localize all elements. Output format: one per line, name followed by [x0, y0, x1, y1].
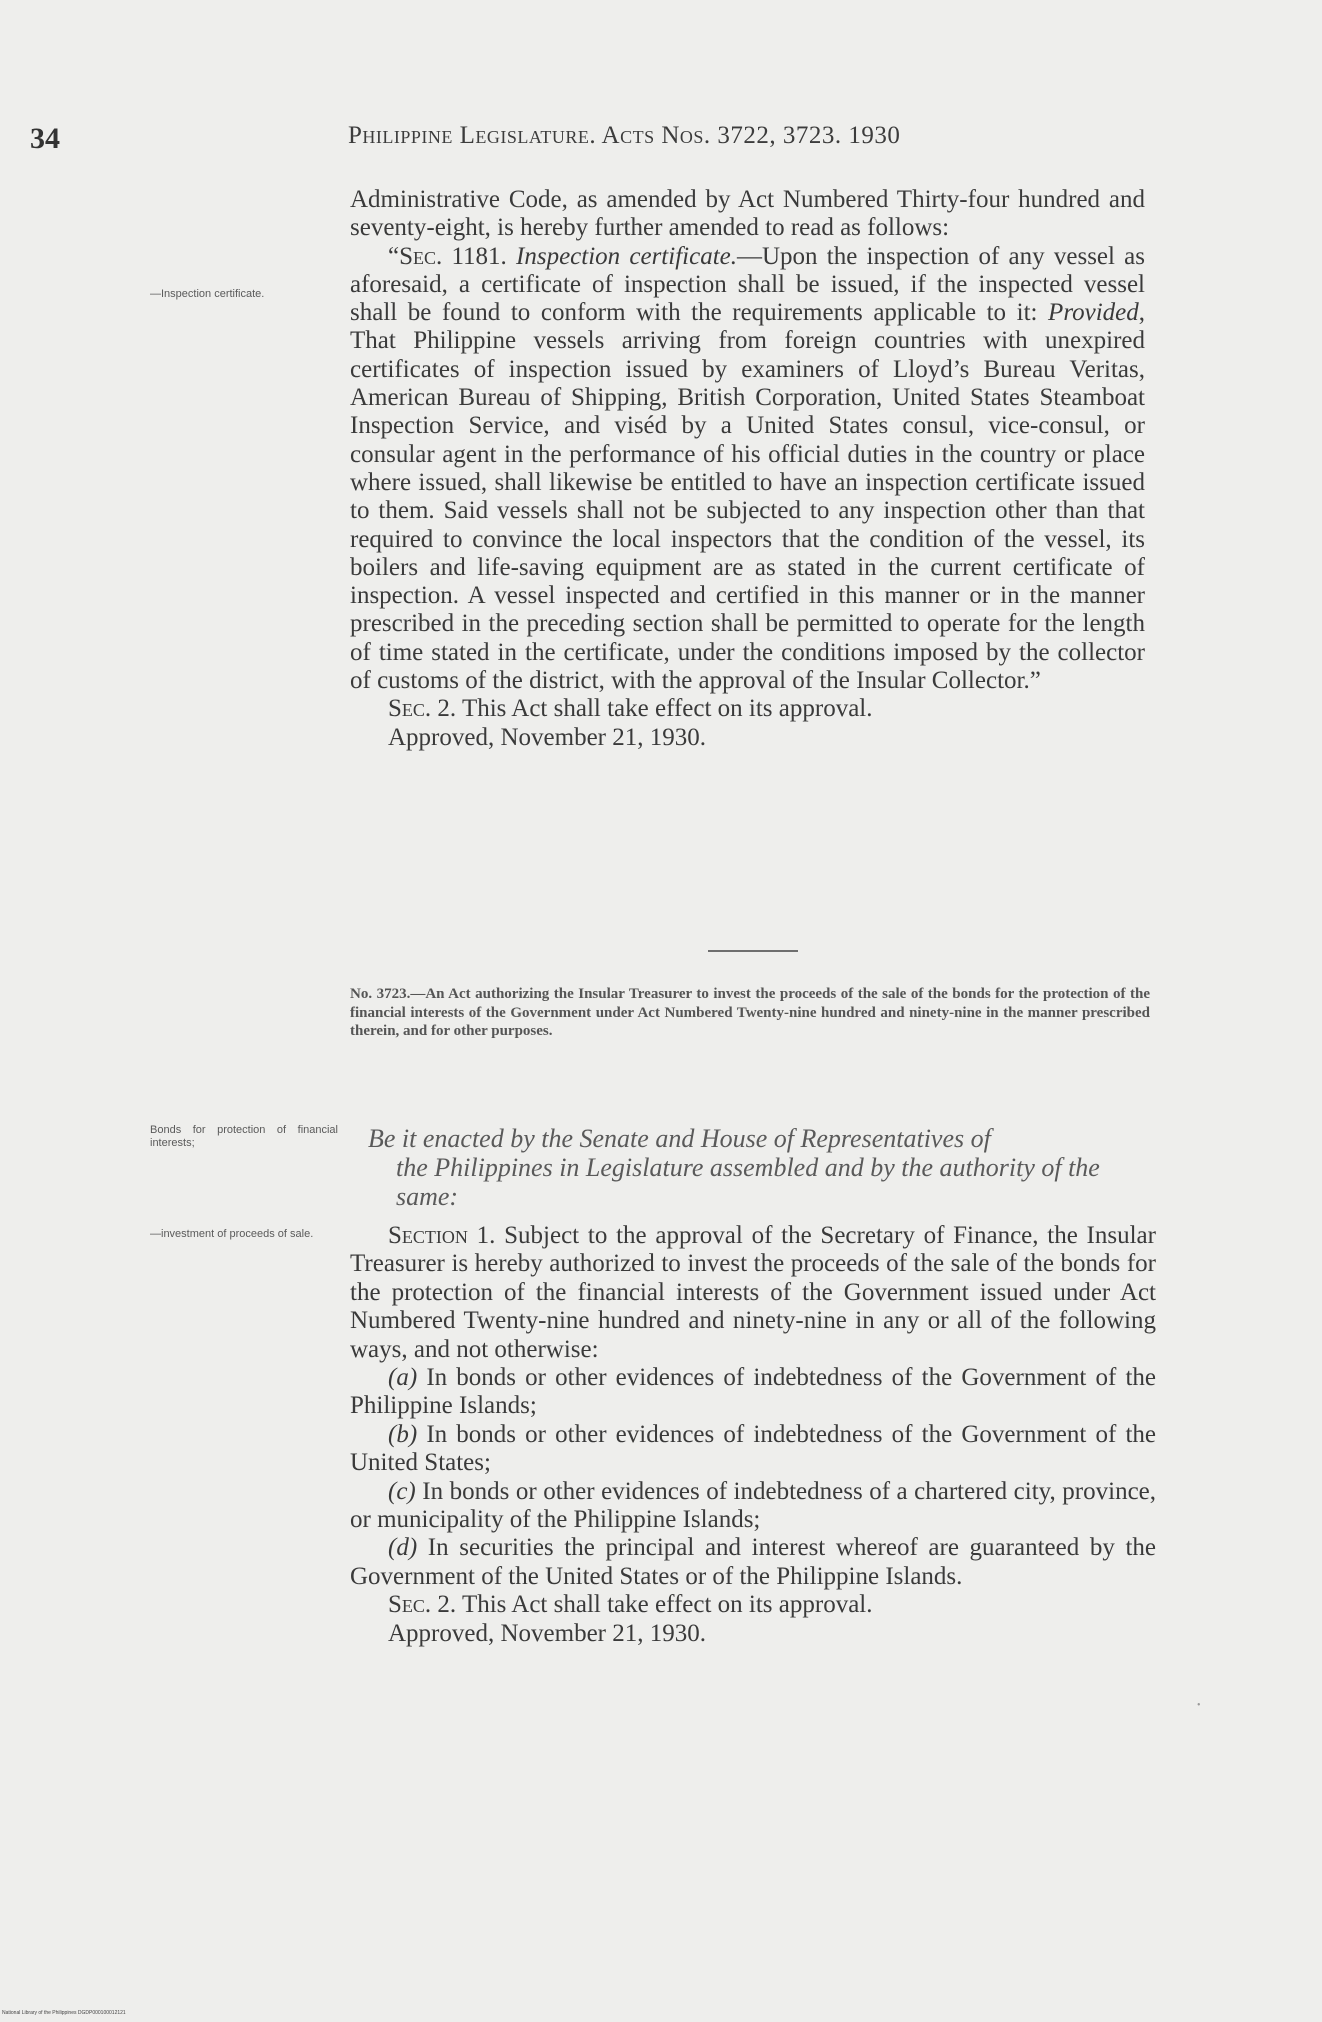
clause-c: [350, 1478, 1156, 1535]
running-head-text: Philippine Legislature. Acts Nos. 3722, 3723. 1930: [348, 122, 901, 149]
enacting-line-1: Be it enacted by the Senate and House of Representatives of: [368, 1124, 991, 1153]
page-number: 34: [30, 122, 60, 155]
clause-b-label: (b): [388, 1420, 418, 1448]
enacting-line-2: the Philippines in Legislature assembled and by the authority of the same:: [396, 1153, 1100, 1211]
act-3723-sec-2: [350, 1591, 1156, 1619]
act-3722-body: [350, 186, 1145, 752]
sec-1181-paragraph: [350, 243, 1145, 696]
enacting-clause: [368, 1124, 1153, 1211]
clause-b-text: In bonds or other evidences of indebtedness of the Government of the United States;: [350, 1420, 1156, 1477]
act-3722-sec-2: [350, 695, 1145, 723]
act-3723-sec-2-text: This Act shall take effect on its approval.: [461, 1591, 873, 1619]
margin-note-investment-of-proceeds: —investment of proceeds of sale.: [150, 1228, 314, 1240]
act-3722-sec-2-label: Sec. 2.: [388, 695, 457, 723]
clause-c-text: In bonds or other evidences of indebtedness of a chartered city, province, or municipality of the Philippine Islands;: [350, 1477, 1157, 1534]
act-3723-approved: Approved, November 21, 1930.: [388, 1619, 706, 1647]
clause-a-label: (a): [388, 1364, 418, 1392]
section-1-text: Subject to the approval of the Secretary of Finance, the Insular Treasurer is hereby authorized to invest the proceeds of the sale of the bonds for the protection of the financial interests of the Government issued under Act Numbered Twenty-nine hundred and ninety-nine in any or all of the following ways, and not otherwise:: [350, 1222, 1156, 1363]
stray-mark: •: [1197, 1700, 1201, 1711]
clause-d-text: In securities the principal and interest whereof are guaranteed by the Government of the United States or of the Philippine Islands.: [350, 1534, 1156, 1590]
act-3722-intro: Administrative Code, as amended by Act Numbered Thirty-four hundred and seventy-eight, is hereby further amended to read as follows:: [350, 186, 1145, 242]
sec-1181-text-2: , That Philippine vessels arriving from foreign countries with unexpired certificates of inspection issued by examiners of Lloyd’s Bureau Veritas, American Bureau of Shipping, British Corporation, United States Steamboat Inspection Service, and viséd by a United States consul, vice-consul, or consular agent in the performance of his official duties in the country or place where issued, shall likewise be entitled to have an inspection certificate issued to them. Said vessels shall not be subjected to any inspection other than that required to convince the local inspectors that the condition of the vessel, its boilers and life-saving equipment are as stated in the current certificate of inspection. A vessel inspected and certified in this manner or in the manner prescribed in the preceding section shall be permitted to operate for the length of time stated in the certificate, under the conditions imposed by the collector of customs of the district, with the approval of the Insular Collector.”: [350, 299, 1146, 695]
clause-b: [350, 1421, 1156, 1478]
clause-a-text: In bonds or other evidences of indebtedness of the Government of the Philippine Islands;: [350, 1364, 1156, 1420]
sec-1181-text-1: —Upon the inspection of any vessel as aforesaid, a certificate of inspection shall be issued, if the inspected vessel shall be found to conform with the requirements applicable to it:: [350, 242, 1146, 327]
clause-d-label: (d): [388, 1534, 418, 1562]
running-head: [348, 122, 1123, 150]
section-1-label: Section 1.: [388, 1222, 496, 1249]
act-3723-sec-2-label: Sec. 2.: [388, 1591, 457, 1619]
clause-a: [350, 1364, 1156, 1421]
act-3722-approved: Approved, November 21, 1930.: [388, 723, 706, 751]
margin-note-inspection-certificate: —Inspection certificate.: [150, 288, 265, 300]
act-3723-body: [350, 1222, 1156, 1648]
sec-1181-label: “Sec. 1181.: [388, 242, 507, 270]
act-3723-section-1: [350, 1222, 1156, 1364]
clause-d: [350, 1534, 1156, 1591]
margin-note-bonds-for-protection: Bonds for protection of financial interests;: [150, 1124, 338, 1149]
sec-1181-heading: Inspection certificate.: [516, 242, 737, 270]
section-divider-rule: [708, 950, 798, 952]
footer-watermark: National Library of the Philippines DGDP000100012121: [2, 2010, 126, 2016]
act-3722-sec-2-text: This Act shall take effect on its approval.: [461, 695, 873, 723]
act-3723-title: No. 3723.—An Act authorizing the Insular Treasurer to invest the proceeds of the sale of the bonds for the protection of the financial interests of the Government under Act Numbered Twenty-nine hundred and ninety-nine in the manner prescribed therein, and for other purposes.: [350, 986, 1150, 1039]
clause-c-label: (c): [388, 1477, 416, 1505]
provided-word: Provided: [1048, 299, 1139, 327]
